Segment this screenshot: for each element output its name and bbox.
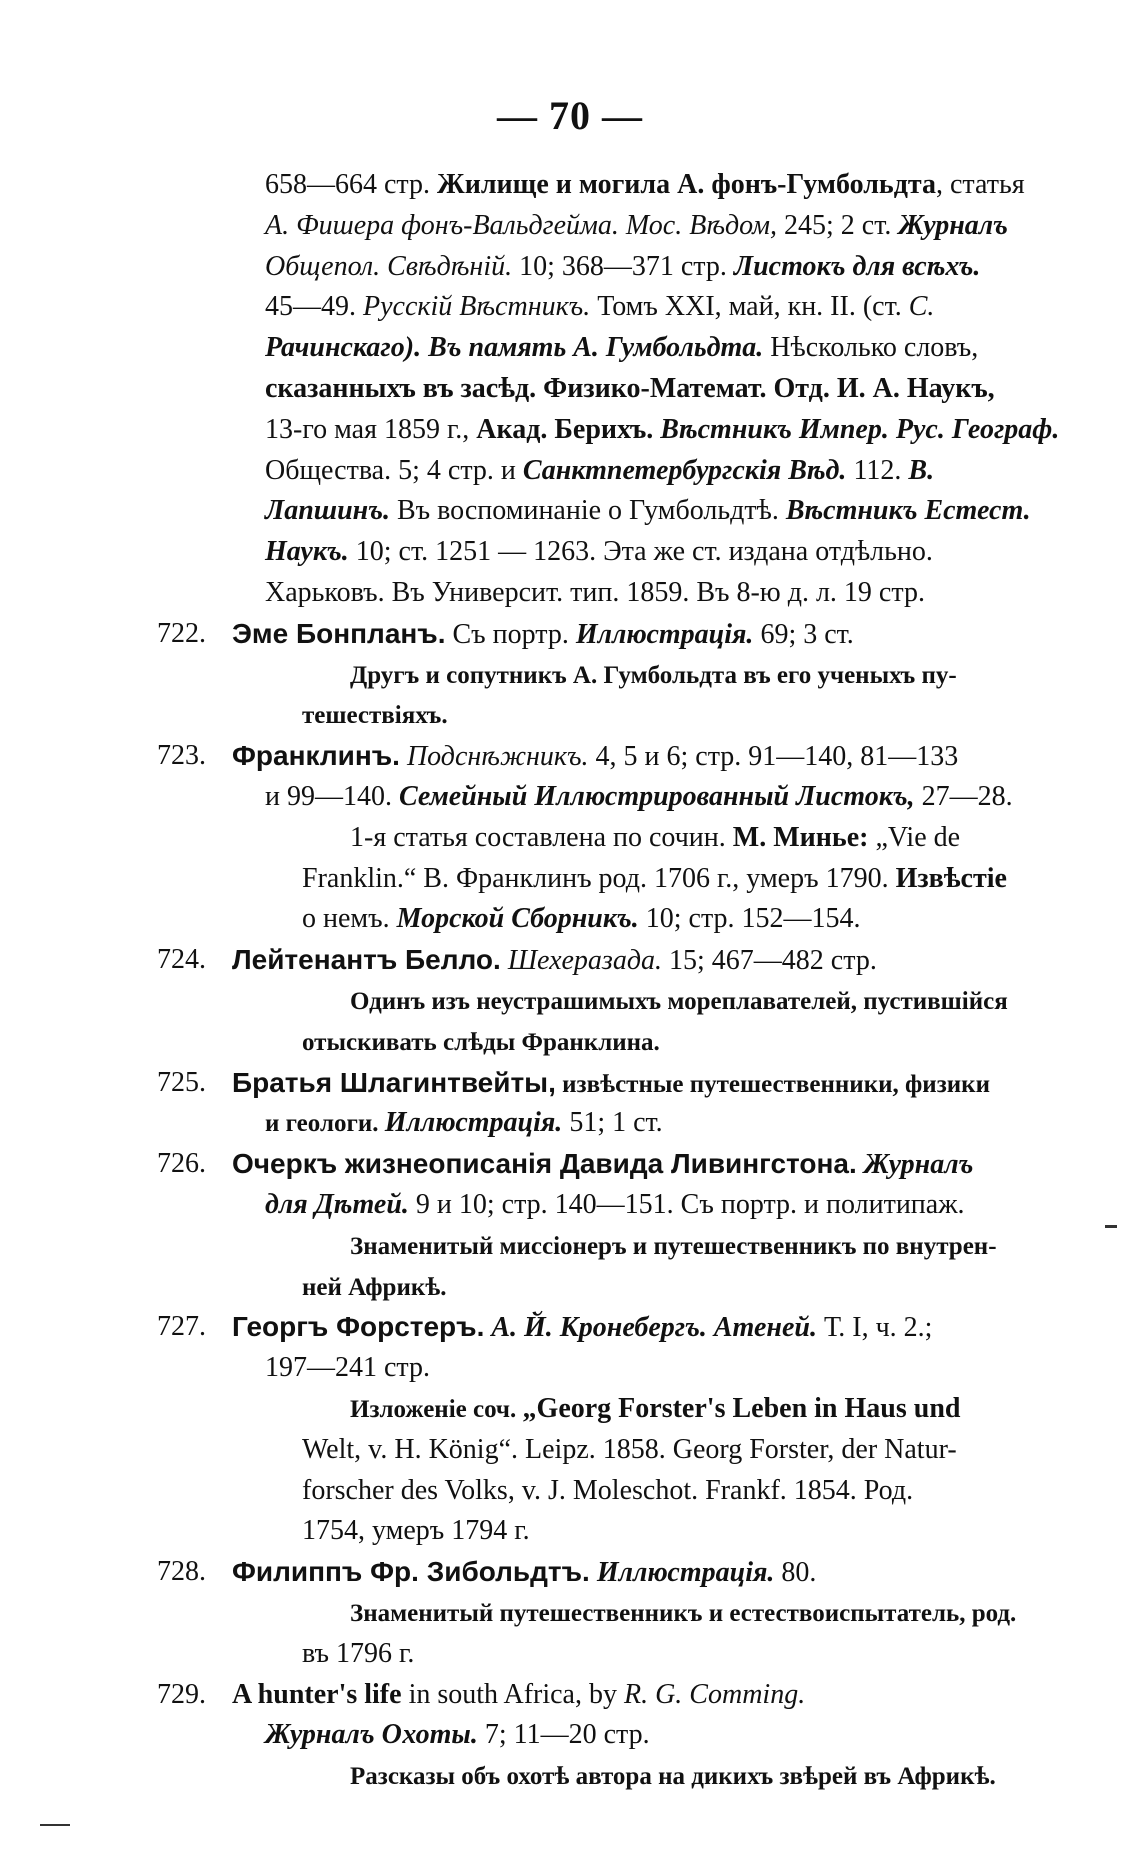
text-segment: извѣстные путешественники, физики <box>555 1070 990 1098</box>
text-segment: Изложеніе соч. <box>350 1396 523 1423</box>
text-segment: В. <box>908 454 935 486</box>
entry-line <box>265 1715 650 1755</box>
scan-mark <box>40 1824 70 1826</box>
text-segment: Съ портр. <box>445 618 576 650</box>
text-segment <box>590 1557 597 1588</box>
text-segment: Одинъ изъ неустрашимыхъ мореплавателей, пустившійся <box>350 988 1008 1015</box>
text-segment: Въ воспоминаніе о Гумбольдтѣ. <box>389 495 786 527</box>
text-segment <box>857 1149 864 1180</box>
text-segment: 45—49. <box>265 291 363 323</box>
text-segment: отыскивать слѣды Франклина. <box>302 1028 660 1056</box>
text-segment: 10; ст. 1251 — 1263. Эта же ст. издана отдѣльно. <box>348 536 933 568</box>
entry-note-line <box>350 1593 1016 1634</box>
continuation-line <box>265 491 1031 531</box>
text-segment: Листокъ для всѣхъ. <box>733 250 981 282</box>
text-segment: 112. <box>846 454 909 486</box>
text-segment: Иллюстрація. <box>575 618 754 650</box>
text-segment: Наукъ. <box>265 536 349 568</box>
entry-note-line <box>302 899 861 939</box>
text-segment: Знаменитый путешественникъ и естествоиспытатель, род. <box>350 1600 1017 1627</box>
continuation-line <box>265 287 934 327</box>
text-segment: Русскій Вѣстникъ. <box>363 291 591 323</box>
text-segment <box>400 741 407 772</box>
text-segment: 69; 3 ст. <box>753 618 854 650</box>
entry-line <box>265 1185 965 1225</box>
entry-number: 729. <box>157 1678 206 1710</box>
text-segment: Общепол. Свѣдѣній. <box>265 250 513 282</box>
text-segment: Франклинъ. <box>232 740 400 772</box>
text-segment: 10; стр. 152—154. <box>638 903 861 935</box>
entry-note-line <box>350 1226 997 1267</box>
entry-title-line <box>232 1307 932 1348</box>
text-segment: forscher des Volks, v. J. Moleschot. Frankf. 1854. Род. <box>302 1474 914 1506</box>
text-segment: Журналъ Охоты. <box>265 1719 478 1751</box>
entry-note-line <box>350 1389 960 1430</box>
entry-number: 723. <box>157 740 206 772</box>
text-segment: Лапшинъ. <box>265 495 390 527</box>
entry-note-line <box>302 859 1007 899</box>
text-segment: 13-го мая 1859 г., <box>265 413 477 445</box>
entry-number: 722. <box>157 617 206 649</box>
text-segment: въ 1796 г. <box>302 1637 415 1669</box>
text-segment: Братья Шлагинтвейты, <box>232 1066 556 1098</box>
page-number: — 70 — <box>497 93 643 138</box>
text-segment: Иллюстрація. <box>596 1557 775 1589</box>
text-segment: 7; 11—20 стр. <box>477 1719 650 1751</box>
entry-title-line <box>232 1063 990 1105</box>
text-segment: Жилище и могила А. фонъ-Гумбольдта <box>437 169 936 200</box>
text-segment: Welt, v. H. König“. Leipz. 1858. Georg Forster, der Natur- <box>302 1433 957 1465</box>
text-segment: Подснѣжникъ. <box>406 741 589 773</box>
text-segment: сказанныхъ въ засѣд. Физико-Математ. Отд. И. А. Наукъ, <box>265 373 995 404</box>
entry-note-line <box>302 1267 447 1308</box>
text-segment: 245; 2 ст. <box>776 209 899 241</box>
text-segment: М. Минье: <box>732 821 869 853</box>
entry-title-line <box>232 614 854 655</box>
text-segment: Лейтенантъ Белло. <box>232 944 501 976</box>
text-segment: тешествіяхъ. <box>302 702 448 730</box>
entry-note-line <box>302 1511 530 1551</box>
text-segment: Георгъ Форстеръ. <box>232 1311 485 1343</box>
text-segment: 80. <box>774 1557 817 1589</box>
text-segment: in south Africa, by <box>401 1678 624 1710</box>
text-segment: 27—28. <box>914 781 1013 812</box>
text-segment: Нѣсколько словъ, <box>763 332 979 364</box>
continuation-line <box>265 247 980 287</box>
continuation-line <box>265 165 1025 205</box>
text-segment: Очеркъ жизнеописанія Давида Ливингстона. <box>232 1148 857 1180</box>
entry-number: 726. <box>157 1148 206 1180</box>
text-segment: ней Африкѣ. <box>302 1273 447 1301</box>
text-segment: Акад. Берихъ. <box>476 413 661 445</box>
text-segment: С. <box>908 291 935 323</box>
text-segment: 10; 368—371 стр. <box>512 250 734 282</box>
text-segment: Томъ XXI, май, кн. II. (ст. <box>590 291 909 323</box>
entry-line <box>265 777 1013 817</box>
text-segment: Разсказы объ охотѣ автора на дикихъ звѣрей въ Африкѣ. <box>350 1763 996 1791</box>
continuation-line <box>265 206 1008 246</box>
entry-title-line <box>232 1144 973 1185</box>
text-segment: 1-я статья составлена по сочин. <box>350 821 733 853</box>
text-segment: Franklin.“ В. Франклинъ род. 1706 г., умеръ 1790. <box>302 862 896 894</box>
text-segment: и 99—140. <box>265 781 399 812</box>
entry-number: 727. <box>157 1311 206 1343</box>
continuation-line <box>265 328 978 368</box>
continuation-line <box>265 573 925 613</box>
text-segment: Морской Сборникъ. <box>396 903 639 935</box>
text-segment: Другъ и сопутникъ А. Гумбольдта въ его ученыхъ пу- <box>350 661 957 689</box>
text-segment: Семейный Иллюстрированный Листокъ, <box>398 781 915 812</box>
entry-note-line <box>302 695 448 736</box>
text-segment: Журналъ <box>898 209 1008 241</box>
entry-number: 728. <box>157 1556 206 1588</box>
entry-number: 724. <box>157 944 206 976</box>
entry-note-line <box>350 1756 996 1797</box>
continuation-line <box>265 410 1059 450</box>
text-segment: 9 и 10; стр. 140—151. Съ портр. и политипаж. <box>408 1189 965 1220</box>
text-segment: Извѣстіе <box>895 862 1007 894</box>
text-segment: о немъ. <box>302 903 397 935</box>
entry-number: 725. <box>157 1066 206 1098</box>
text-segment: R. G. Comming. <box>623 1678 806 1710</box>
entry-note-line <box>302 1634 414 1674</box>
entry-line <box>265 1348 430 1388</box>
text-segment: 4, 5 и 6; стр. 91—140, 81—133 <box>588 741 959 773</box>
text-segment: 1754, умеръ 1794 г. <box>302 1515 530 1547</box>
text-segment: А. Й. Кронебергъ. Атеней. <box>491 1312 817 1344</box>
text-segment: Рачинскаго). Въ память А. Гумбольдта. <box>265 332 764 364</box>
entry-note-line <box>302 1430 957 1470</box>
text-segment: Филиппъ Фр. Зибольдтъ. <box>232 1556 590 1588</box>
text-segment: 197—241 стр. <box>265 1352 431 1384</box>
text-segment: Знаменитый миссіонеръ и путешественникъ по внутрен- <box>350 1232 997 1260</box>
text-segment: , статья <box>936 169 1025 200</box>
entry-title-line <box>232 1675 805 1715</box>
entry-note-line <box>350 818 960 858</box>
text-segment: 51; 1 ст. <box>562 1107 663 1139</box>
text-segment: 658—664 стр. <box>265 169 438 200</box>
text-segment <box>501 945 508 976</box>
text-segment: 15; 467—482 стр. <box>662 945 877 977</box>
continuation-line <box>265 451 934 491</box>
text-segment: А. Фишера фонъ-Вальдгейма. Мос. Вѣдом, <box>265 209 777 241</box>
entry-note-line <box>302 1471 913 1511</box>
text-segment: „Vie de <box>868 821 961 853</box>
text-segment: A hunter's life <box>232 1678 402 1710</box>
scan-mark <box>1105 1225 1117 1228</box>
text-segment: Шехеразада. <box>507 945 663 977</box>
text-segment: Иллюстрація. <box>384 1107 563 1139</box>
text-segment: Т. I, ч. 2.; <box>816 1312 933 1344</box>
text-segment: 5; 4 стр. и <box>398 454 523 486</box>
entry-note-line <box>302 1022 660 1063</box>
entry-title-line <box>232 736 958 777</box>
entry-title-line <box>232 940 877 981</box>
text-segment: Санктпетербургскія Вѣд. <box>522 454 847 486</box>
entry-line <box>265 1103 663 1144</box>
text-segment: и геологи. <box>265 1110 385 1138</box>
text-segment: Вѣстникъ Импер. Рус. Географ. <box>660 413 1060 445</box>
text-segment: для Дѣтей. <box>265 1189 409 1220</box>
entry-title-line <box>232 1552 816 1593</box>
text-segment: Общества. <box>265 454 399 486</box>
text-segment: Журналъ <box>863 1149 974 1181</box>
text-segment: Эме Бонпланъ. <box>232 617 446 649</box>
continuation-line <box>265 369 995 409</box>
text-segment: „Georg Forster's Leben in Haus und <box>522 1393 961 1424</box>
text-segment: Вѣстникъ Естест. <box>785 495 1031 527</box>
text-segment: Харьковъ. Въ Университ. тип. 1859. Въ 8-ю д. л. 19 стр. <box>265 577 925 608</box>
entry-note-line <box>350 981 1008 1022</box>
continuation-line <box>265 532 933 572</box>
entry-note-line <box>350 655 957 696</box>
